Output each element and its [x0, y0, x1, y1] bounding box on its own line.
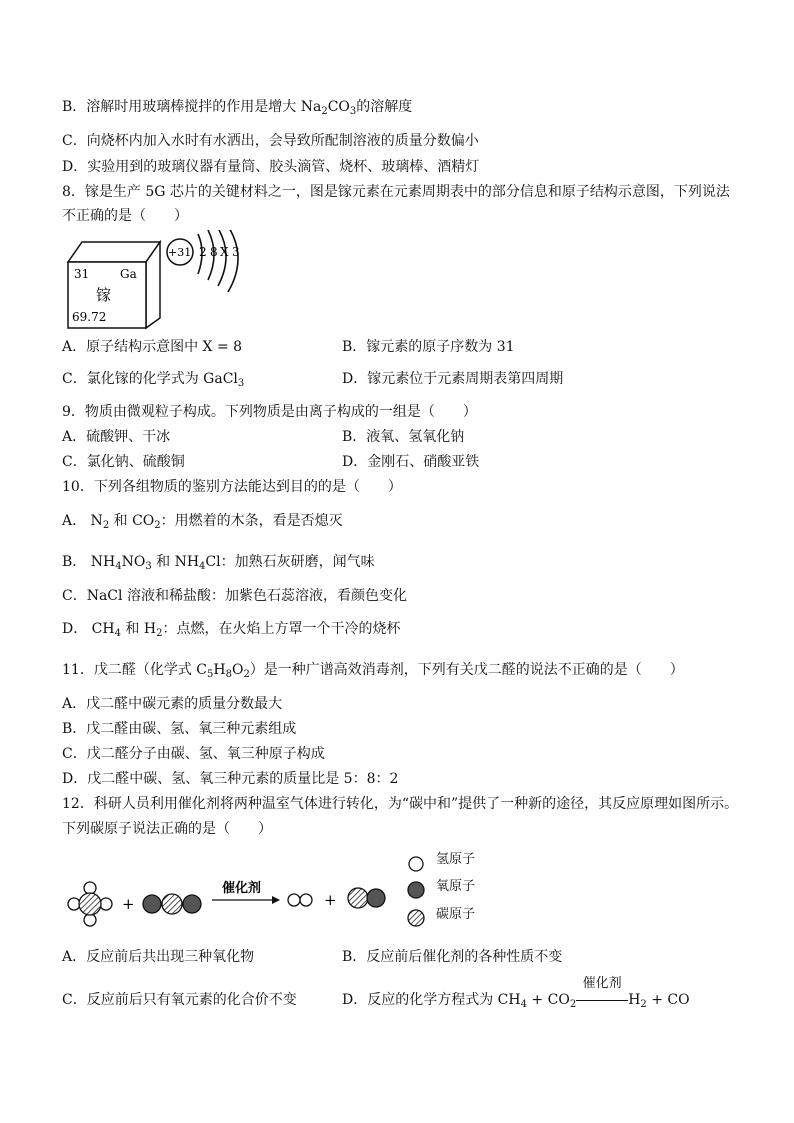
shell-1-electrons: 2: [199, 245, 207, 259]
q7-option-c: C．向烧杯内加入水时有水洒出，会导致所配制溶液的质量分数偏小: [62, 133, 479, 149]
element-name: 镓: [96, 286, 112, 304]
shell-2-electrons: 8: [210, 245, 218, 259]
q9-option-c: C．氯化钠、硫酸铜: [62, 454, 185, 470]
q10-option-d: D． $CH_4$ 和 $H_2$：点燃，在火焰上方罩一个干冷的烧杯: [62, 621, 401, 639]
hydrogen-molecule: [288, 894, 312, 906]
q7-option-d: D．实验用到的玻璃仪器有量筒、胶头滴管、烧杯、玻璃棒、酒精灯: [62, 159, 480, 175]
gallium-figure-svg: [60, 230, 260, 330]
q11-option-b: B．戊二醛由碳、氢、氧三种元素组成: [62, 721, 297, 737]
arrow-head: [272, 896, 280, 904]
shell-4-electrons: 3: [232, 245, 240, 259]
q12-option-b: B．反应前后催化剂的各种性质不变: [342, 949, 563, 965]
legend-hydrogen-symbol: [409, 857, 423, 871]
q11-option-c: C．戊二醛分子由碳、氢、氧三种原子构成: [62, 746, 325, 762]
q9-option-d: D．金刚石、硝酸亚铁: [342, 454, 480, 470]
plus-sign-1: +: [122, 895, 135, 913]
q8-option-d: D．镓元素位于元素周期表第四周期: [342, 371, 564, 387]
q12-stem-line1: 12．科研人员利用催化剂将两种温室气体进行转化，为“碳中和”提供了一种新的途径，其反应原理如图所示。: [62, 796, 739, 812]
reaction-diagram: [60, 850, 500, 940]
cube-top: [68, 242, 160, 262]
q10-stem: 10．下列各组物质的鉴别方法能达到目的的是（ ）: [62, 479, 402, 495]
element-symbol: Ga: [120, 267, 137, 281]
carbon-monoxide-molecule: [348, 888, 385, 908]
q12-option-d: D．反应的化学方程式为 $CH_4 + CO_2$ 催化剂 $H_2$ + CO: [342, 976, 690, 1010]
legend-carbon-label: 碳原子: [436, 907, 476, 922]
plus-sign-2: +: [324, 891, 337, 909]
q11-stem: 11．戊二醛（化学式 $C_5H_8O_2$）是一种广谱高效消毒剂，下列有关戊二醛的说法不正确的是（ ）: [62, 662, 684, 680]
condition-arrow: 催化剂: [576, 991, 628, 1009]
q9-option-b: B．液氧、氢氧化钠: [342, 429, 465, 445]
catalyst-label: 催化剂: [222, 881, 262, 896]
legend-oxygen-symbol: [408, 882, 424, 898]
q8-option-b: B．镓元素的原子序数为 31: [342, 339, 515, 355]
q8-stem-line1: 8．镓是生产 5G 芯片的关键材料之一，图是镓元素在元素周期表中的部分信息和原子结构示意图，下列说法: [62, 184, 730, 200]
shell-3-electrons: X: [220, 245, 229, 259]
q8-option-c: C．氯化镓的化学式为 GaCl$_3$: [62, 371, 245, 389]
legend-oxygen-label: 氧原子: [436, 879, 476, 894]
q8-option-a: A．原子结构示意图中 X = 8: [62, 339, 243, 355]
q8-stem-line2: 不正确的是（ ）: [62, 208, 188, 224]
gallium-figure: [60, 230, 260, 330]
q11-option-d: D．戊二醛中碳、氢、氧三种元素的质量比是 5：8：2: [62, 771, 399, 787]
legend-hydrogen-label: 氢原子: [436, 852, 476, 867]
q12-option-c: C．反应前后只有氧元素的化合价不变: [62, 992, 297, 1008]
shell-4: [228, 230, 238, 292]
q10-option-b: B． $NH_4NO_3$ 和 $NH_4Cl$：加熟石灰研磨，闻气味: [62, 554, 375, 572]
q9-option-a: A．硫酸钾、干冰: [62, 429, 171, 445]
q10-option-a: A． $N_2$ 和 $CO_2$：用燃着的木条，看是否熄灭: [62, 513, 343, 531]
q7-option-b: B．溶解时用玻璃棒搅拌的作用是增大 $Na_2CO_3$的溶解度: [62, 99, 413, 117]
nucleus-charge: +31: [168, 246, 192, 259]
q11-option-a: A．戊二醛中碳元素的质量分数最大: [62, 696, 283, 712]
methane-molecule: [68, 882, 112, 926]
element-mass: 69.72: [72, 310, 107, 324]
reaction-svg: [60, 850, 500, 940]
q9-stem: 9．物质由微观粒子构成。下列物质是由离子构成的一组是（ ）: [62, 404, 477, 420]
q10-option-c: C．NaCl 溶液和稀盐酸：加紫色石蕊溶液，看颜色变化: [62, 588, 407, 604]
element-number: 31: [74, 267, 90, 281]
q12-stem-line2: 下列碳原子说法正确的是（ ）: [62, 821, 272, 837]
q12-option-a: A．反应前后共出现三种氧化物: [62, 949, 255, 965]
carbon-dioxide-molecule: [143, 894, 201, 914]
legend-carbon-symbol: [408, 910, 424, 926]
